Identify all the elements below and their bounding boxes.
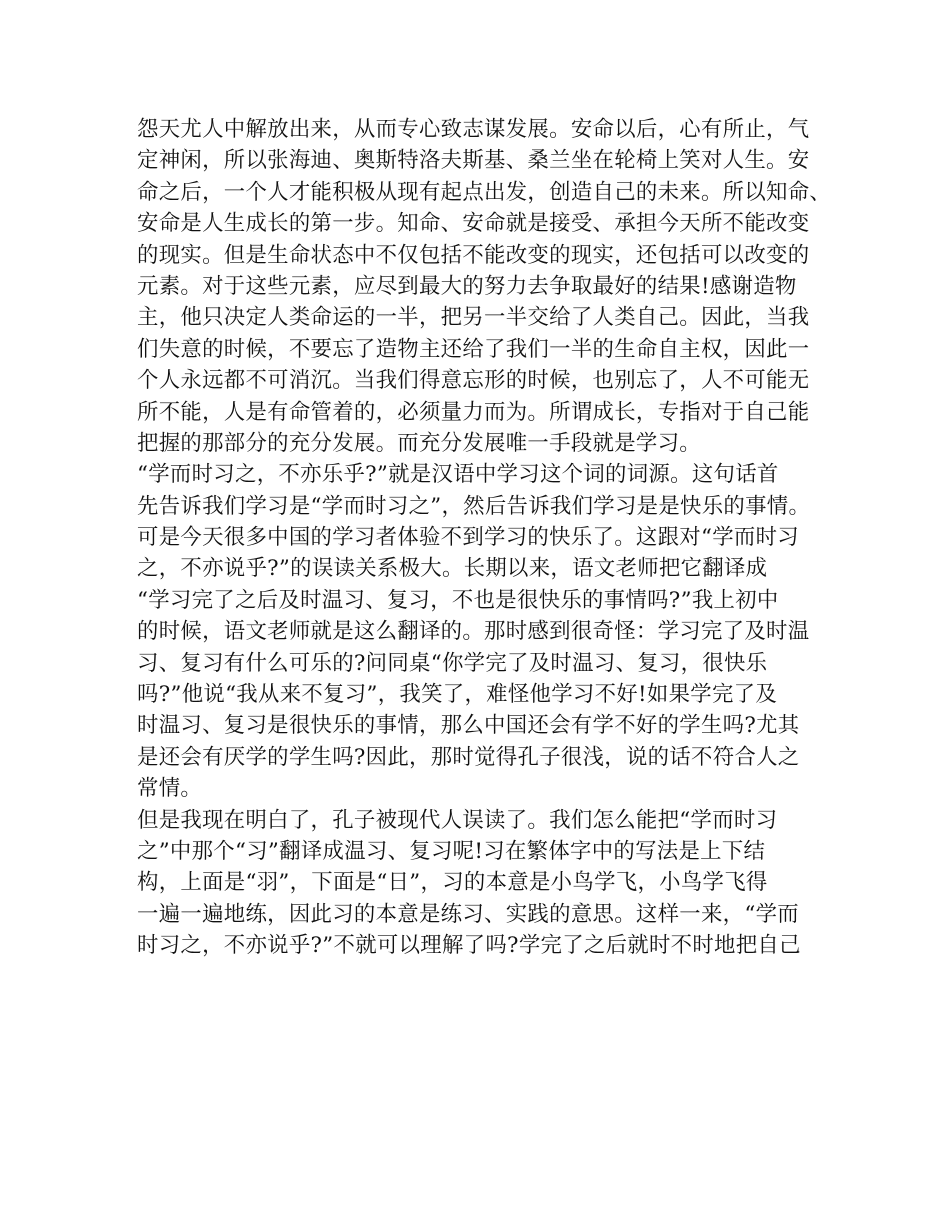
text-line: 定神闲，所以张海迪、奥斯特洛夫斯基、桑兰坐在轮椅上笑对人生。安	[137, 148, 810, 174]
text-line: 时温习、复习是很快乐的事情，那么中国还会有学不好的学生吗?尤其	[137, 713, 800, 739]
text-line: 的时候，语文老师就是这么翻译的。那时感到很奇怪：学习完了及时温	[137, 619, 810, 645]
text-line: 个人永远都不可消沉。当我们得意忘形的时候，也别忘了，人不可能无	[137, 368, 810, 394]
text-line: 构，上面是“羽”，下面是“日”，习的本意是小鸟学飞，小鸟学飞得	[137, 870, 768, 896]
text-line: 之”中那个“习”翻译成温习、复习呢!习在繁体字中的写法是上下结	[137, 838, 766, 864]
text-line: 是还会有厌学的学生吗?因此，那时觉得孔子很浅，说的话不符合人之	[137, 744, 800, 770]
document-body-text	[137, 114, 832, 962]
text-line: 们失意的时候，不要忘了造物主还给了我们一半的生命自主权，因此一	[137, 336, 810, 362]
text-line: 习、复习有什么可乐的?问同桌“你学完了及时温习、复习，很快乐	[137, 650, 768, 676]
text-line: 吗?”他说“我从来不复习”，我笑了，难怪他学习不好!如果学完了及	[137, 682, 778, 708]
text-line: 一遍一遍地练，因此习的本意是练习、实践的意思。这样一来，“学而	[137, 901, 799, 927]
text-line: 但是我现在明白了，孔子被现代人误读了。我们怎么能把“学而时习	[137, 807, 778, 833]
text-line: “学而时习之，不亦乐乎?”就是汉语中学习这个词的词源。这句话首	[137, 462, 779, 488]
text-line: 先告诉我们学习是“学而时习之”，然后告诉我们学习是是快乐的事情。	[137, 493, 811, 519]
text-line: 怨天尤人中解放出来，从而专心致志谋发展。安命以后，心有所止，气	[137, 117, 810, 142]
text-line: 主，他只决定人类命运的一半，把另一半交给了人类自己。因此，当我	[137, 305, 810, 331]
text-line: 常情。	[137, 776, 203, 802]
text-line: 安命是人生成长的第一步。知命、安命就是接受、承担今天所不能改变	[137, 211, 810, 237]
text-line: 把握的那部分的充分发展。而充分发展唯一手段就是学习。	[137, 430, 701, 456]
text-line: 的现实。但是生命状态中不仅包括不能改变的现实，还包括可以改变的	[137, 242, 810, 268]
text-line: “学习完了之后及时温习、复习，不也是很快乐的事情吗?”我上初中	[137, 587, 779, 613]
text-line: 可是今天很多中国的学习者体验不到学习的快乐了。这跟对“学而时习	[137, 525, 799, 551]
text-line: 所不能，人是有命管着的，必须量力而为。所谓成长，专指对于自己能	[137, 399, 810, 425]
text-line: 元素。对于这些元素，应尽到最大的努力去争取最好的结果!感谢造物	[137, 273, 797, 299]
text-line: 命之后，一个人才能积极从现有起点出发，创造自己的未来。所以知命、	[137, 179, 832, 205]
text-line: 之，不亦说乎?”的误读关系极大。长期以来，语文老师把它翻译成	[137, 556, 768, 582]
text-line: 时习之，不亦说乎?”不就可以理解了吗?学完了之后就时不时地把自己	[137, 933, 801, 959]
